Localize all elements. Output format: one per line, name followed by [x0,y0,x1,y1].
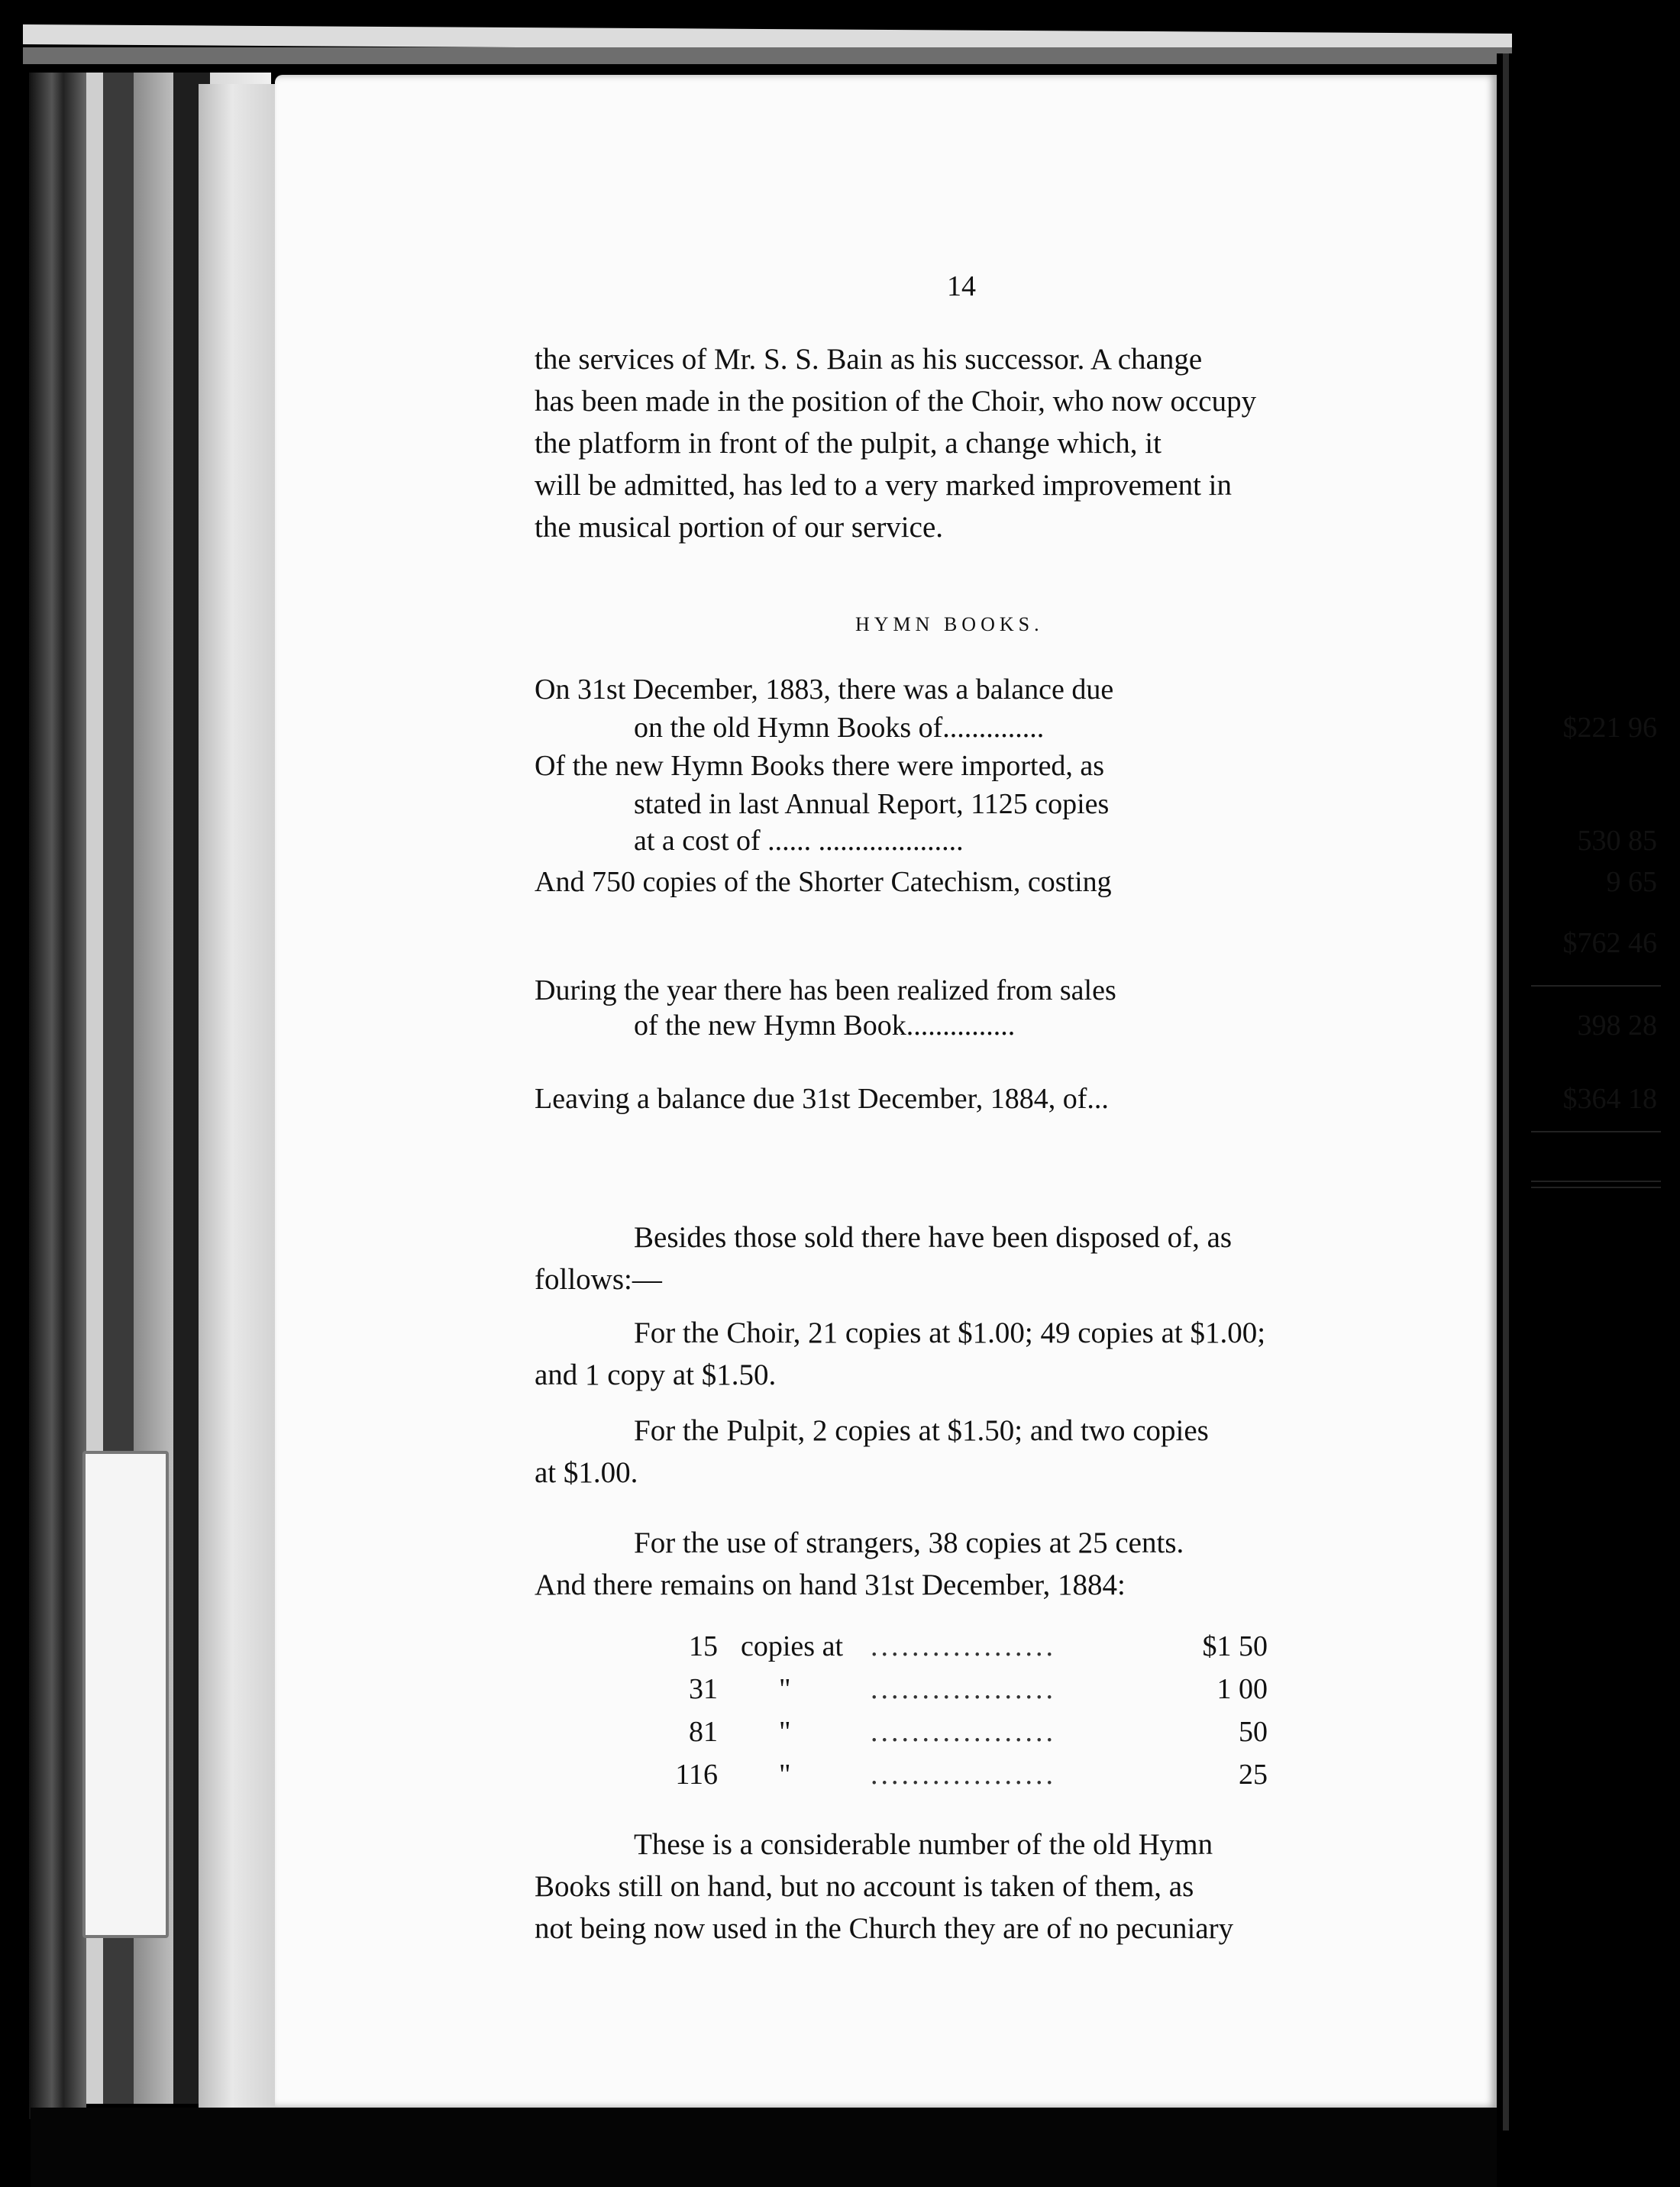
ledger-subtotal: $762 46 [1562,927,1657,959]
text-line: Books still on hand, but no account is taken of them, as [535,1870,1194,1903]
stock-row [664,1625,1291,1668]
opening-paragraph [535,338,1665,548]
ledger-text: of the new Hymn Book............... [634,1010,1016,1042]
stock-price: $1 50 [1202,1630,1268,1662]
text-line: the services of Mr. S. S. Bain as his successor. A change [535,343,1203,376]
ledger-row [535,670,1680,709]
stock-price: 50 [1239,1716,1268,1748]
text-line: These is a considerable number of the old Hymn [634,1828,1213,1861]
dot-leader: .................. [871,1716,1056,1748]
text-line: And there remains on hand 31st December, 1884: [535,1568,1126,1601]
stock-unit: " [779,1716,791,1748]
ledger-row [535,1068,1680,1118]
text-line: For the use of strangers, 38 copies at 25 cents. [634,1526,1184,1559]
ledger-text: On 31st December, 1883, there was a balance due [535,674,1114,706]
text-line: Besides those sold there have been disposed of, as [634,1221,1233,1254]
dot-leader: .................. [871,1759,1056,1791]
page-stack [199,84,283,2138]
book-top-edge-shadow [23,47,1512,64]
stock-qty: 81 [689,1716,718,1748]
stock-qty: 15 [689,1630,718,1662]
stock-row [664,1711,1291,1753]
page-number: 14 [947,270,976,302]
ledger-row [535,971,1680,1006]
text-line: the musical portion of our service. [535,511,944,544]
strangers-paragraph [535,1522,1665,1606]
text-line: at $1.00. [535,1456,638,1489]
ledger-text: stated in last Annual Report, 1125 copies [634,788,1110,820]
ledger-rule [1531,1131,1661,1132]
ledger-text: Leaving a balance due 31st December, 1884, of... [535,1083,1109,1115]
ledger-row [535,924,1680,971]
ledger-row [535,1006,1680,1068]
ledger-amount: $221 96 [1562,712,1657,744]
ledger-amount: 530 85 [1577,825,1657,857]
stock-qty: 116 [675,1759,718,1791]
disposed-paragraph [535,1216,1665,1300]
stock-price: 25 [1239,1759,1268,1791]
ledger-text: at a cost of ...... .................... [634,825,964,857]
text-line: For the Pulpit, 2 copies at $1.50; and two copies [634,1414,1209,1447]
stock-price: 1 00 [1216,1673,1268,1705]
index-tab [82,1451,169,1938]
scan-bottom-border [31,2108,1504,2187]
text-line: will be admitted, has led to a very marked improvement in [535,469,1232,502]
book-cover-spine [29,73,86,2119]
stock-row [664,1753,1291,1796]
ledger-row [535,709,1680,747]
text-line: For the Choir, 21 copies at $1.00; 49 copies at $1.00; [634,1316,1266,1349]
ledger-amount: 398 28 [1577,1010,1657,1042]
dot-leader: .................. [871,1673,1056,1705]
ledger-row [535,860,1680,924]
stock-qty: 31 [689,1673,718,1705]
text-line: the platform in front of the pulpit, a change which, it [535,427,1161,460]
ledger-text: Of the new Hymn Books there were imported, as [535,750,1105,782]
ledger-amount: 9 65 [1606,866,1657,898]
text-line: not being now used in the Church they are of no pecuniary [535,1912,1234,1945]
choir-paragraph [535,1312,1665,1396]
dot-leader: .................. [871,1630,1056,1662]
ledger-row [535,785,1680,822]
ledger-row [535,822,1680,860]
stock-row [664,1668,1291,1711]
hymn-book-ledger [535,670,1680,1118]
ledger-balance: $364 18 [1562,1083,1657,1115]
ledger-text: And 750 copies of the Shorter Catechism, costing [535,866,1112,898]
stock-unit: copies at [741,1630,844,1662]
document-page [275,75,1657,2108]
ledger-double-rule [1531,1181,1661,1182]
stock-unit: " [779,1759,791,1791]
pulpit-paragraph [535,1410,1665,1494]
closing-paragraph [535,1824,1665,1950]
text-line: and 1 copy at $1.50. [535,1358,777,1391]
text-line: follows:— [535,1263,662,1296]
text-line: has been made in the position of the Choir, who now occupy [535,385,1257,418]
stock-on-hand-table [664,1625,1291,1796]
stock-unit: " [779,1673,791,1705]
ledger-text: on the old Hymn Books of.............. [634,712,1045,744]
ledger-text: During the year there has been realized from sales [535,974,1116,1006]
section-heading: HYMN BOOKS. [855,613,1044,635]
ledger-row [535,747,1680,785]
ledger-double-rule [1531,1187,1661,1188]
